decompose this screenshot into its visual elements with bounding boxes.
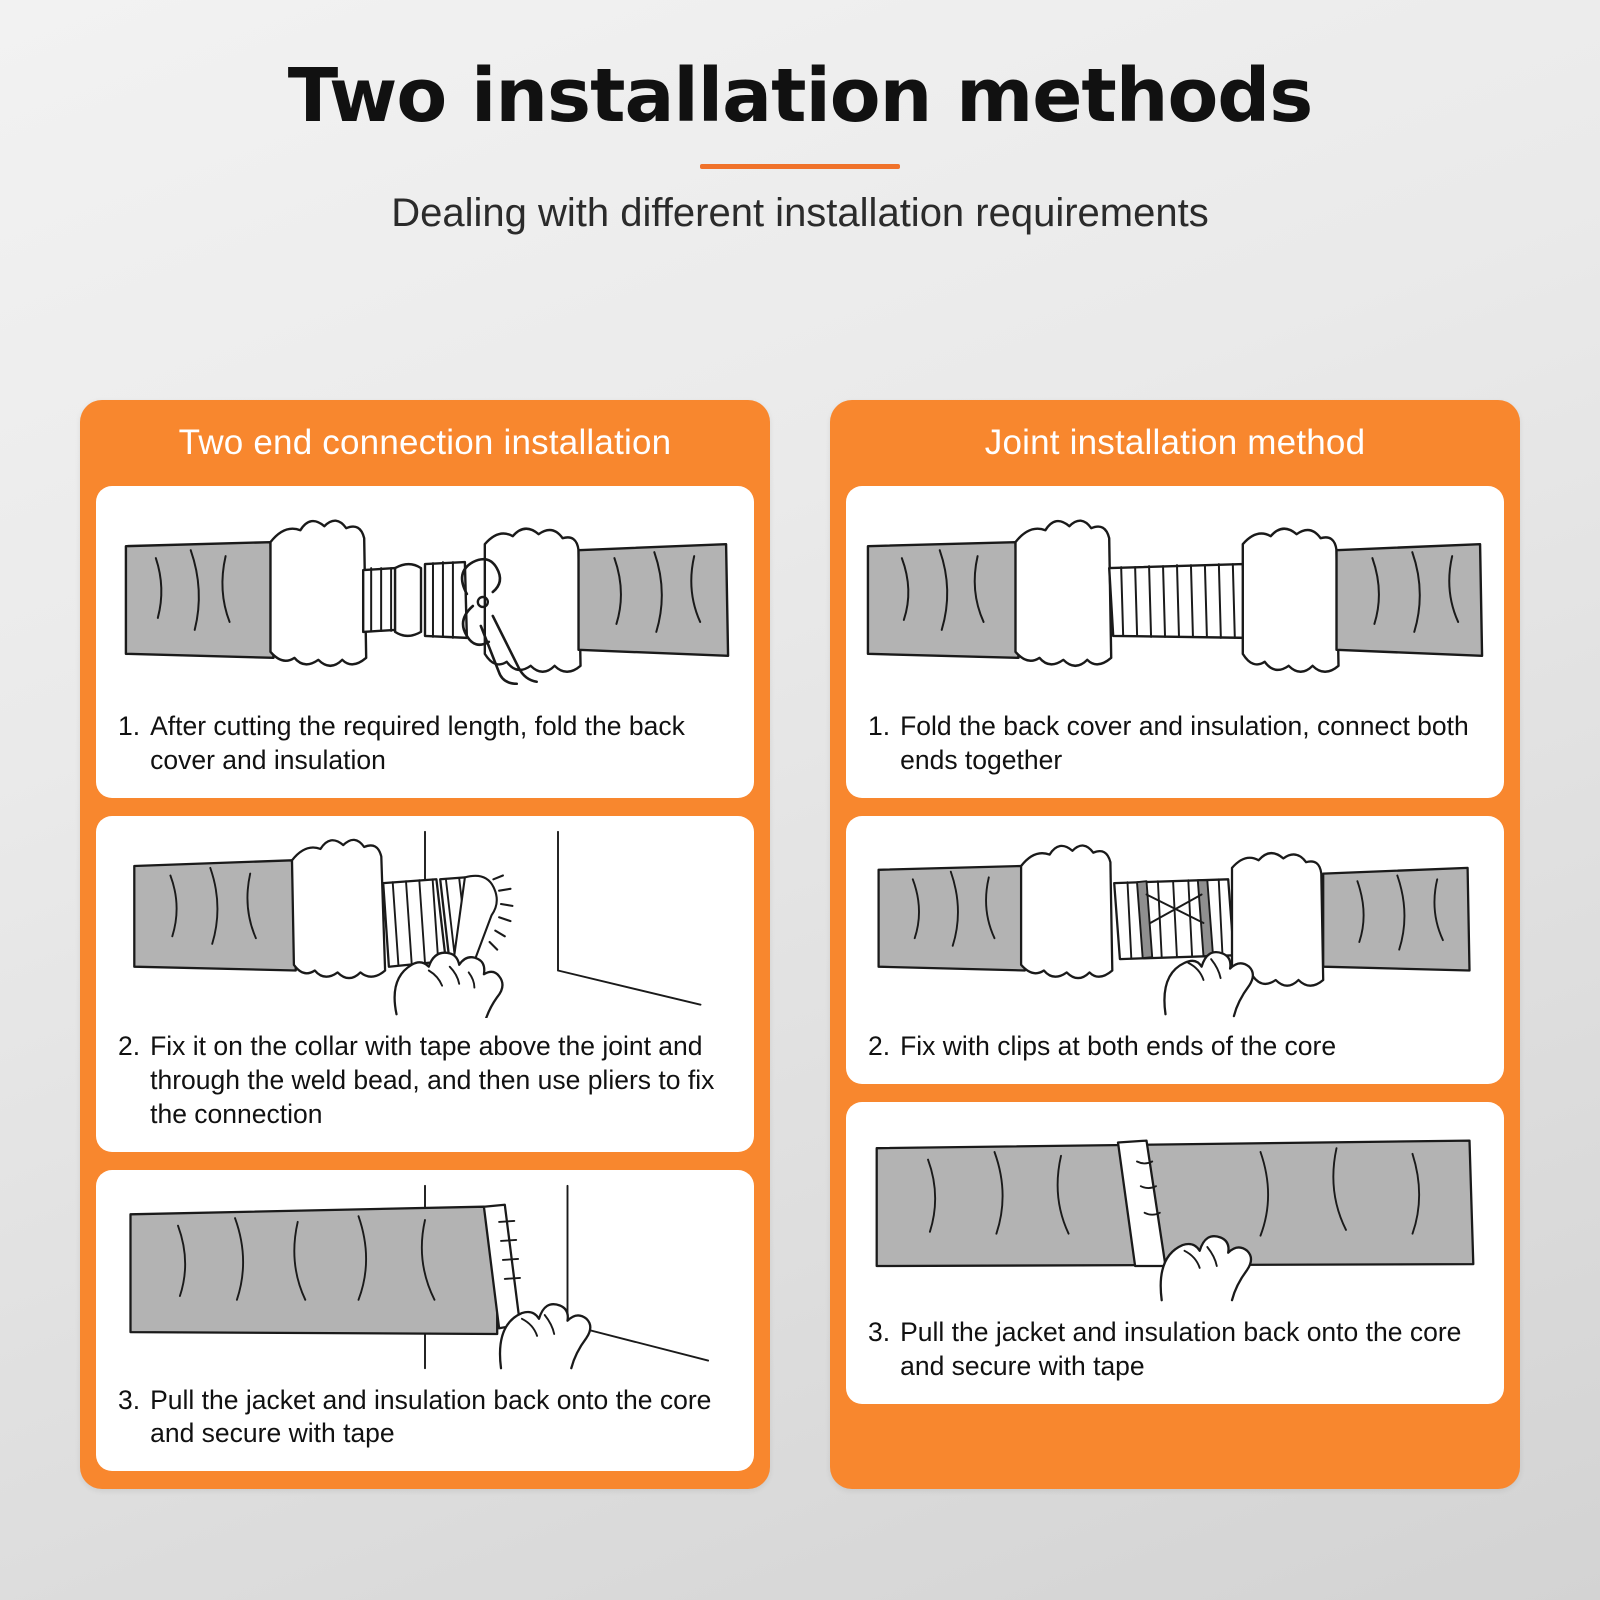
step-number: 3. xyxy=(868,1316,891,1347)
step-number: 3. xyxy=(118,1384,141,1415)
panel-heading: Two end connection installation xyxy=(178,423,672,462)
header xyxy=(0,0,1600,236)
duct-both-ends-connected-illustration xyxy=(846,498,1504,698)
step-caption xyxy=(846,1304,1504,1390)
step-text: After cutting the required length, fold the back cover and insulation xyxy=(150,711,685,775)
page-subtitle: Dealing with different installation requirements xyxy=(391,190,1209,235)
step-caption xyxy=(96,1018,754,1138)
duct-joint-with-pliers-illustration xyxy=(96,498,754,698)
step-card xyxy=(96,486,754,798)
duct-tape-seam-hand-illustration xyxy=(846,1114,1504,1304)
duct-pull-jacket-hand-illustration xyxy=(96,1182,754,1372)
panel-joint-installation xyxy=(830,400,1520,1489)
panel-two-end-connection xyxy=(80,400,770,1489)
step-text: Pull the jacket and insulation back onto the core and secure with tape xyxy=(900,1316,1462,1381)
page-title: Two installation methods xyxy=(287,53,1313,139)
step-card xyxy=(846,486,1504,798)
step-card xyxy=(96,1170,754,1472)
duct-clips-hand-illustration xyxy=(846,828,1504,1018)
step-text: Fix it on the collar with tape above the joint and through the weld bead, and then use pliers to fix the connection xyxy=(150,1030,715,1129)
step-caption xyxy=(846,698,1504,784)
title-divider xyxy=(700,164,900,169)
step-card xyxy=(846,816,1504,1084)
step-number: 1. xyxy=(868,711,891,741)
step-caption xyxy=(96,698,754,784)
step-card xyxy=(846,1102,1504,1404)
step-number: 2. xyxy=(118,1030,141,1061)
panels-container xyxy=(80,400,1520,1489)
step-text: Pull the jacket and insulation back onto the core and secure with tape xyxy=(150,1384,712,1449)
step-card xyxy=(96,816,754,1152)
step-text: Fold the back cover and insulation, connect both ends together xyxy=(900,711,1469,775)
step-caption xyxy=(96,1372,754,1458)
panel-heading: Joint installation method xyxy=(984,423,1366,462)
step-number: 2. xyxy=(868,1030,891,1061)
duct-collar-clamp-hand-illustration xyxy=(96,828,754,1018)
step-number: 1. xyxy=(118,711,141,741)
step-caption xyxy=(846,1018,1504,1070)
step-text: Fix with clips at both ends of the core xyxy=(900,1030,1337,1061)
